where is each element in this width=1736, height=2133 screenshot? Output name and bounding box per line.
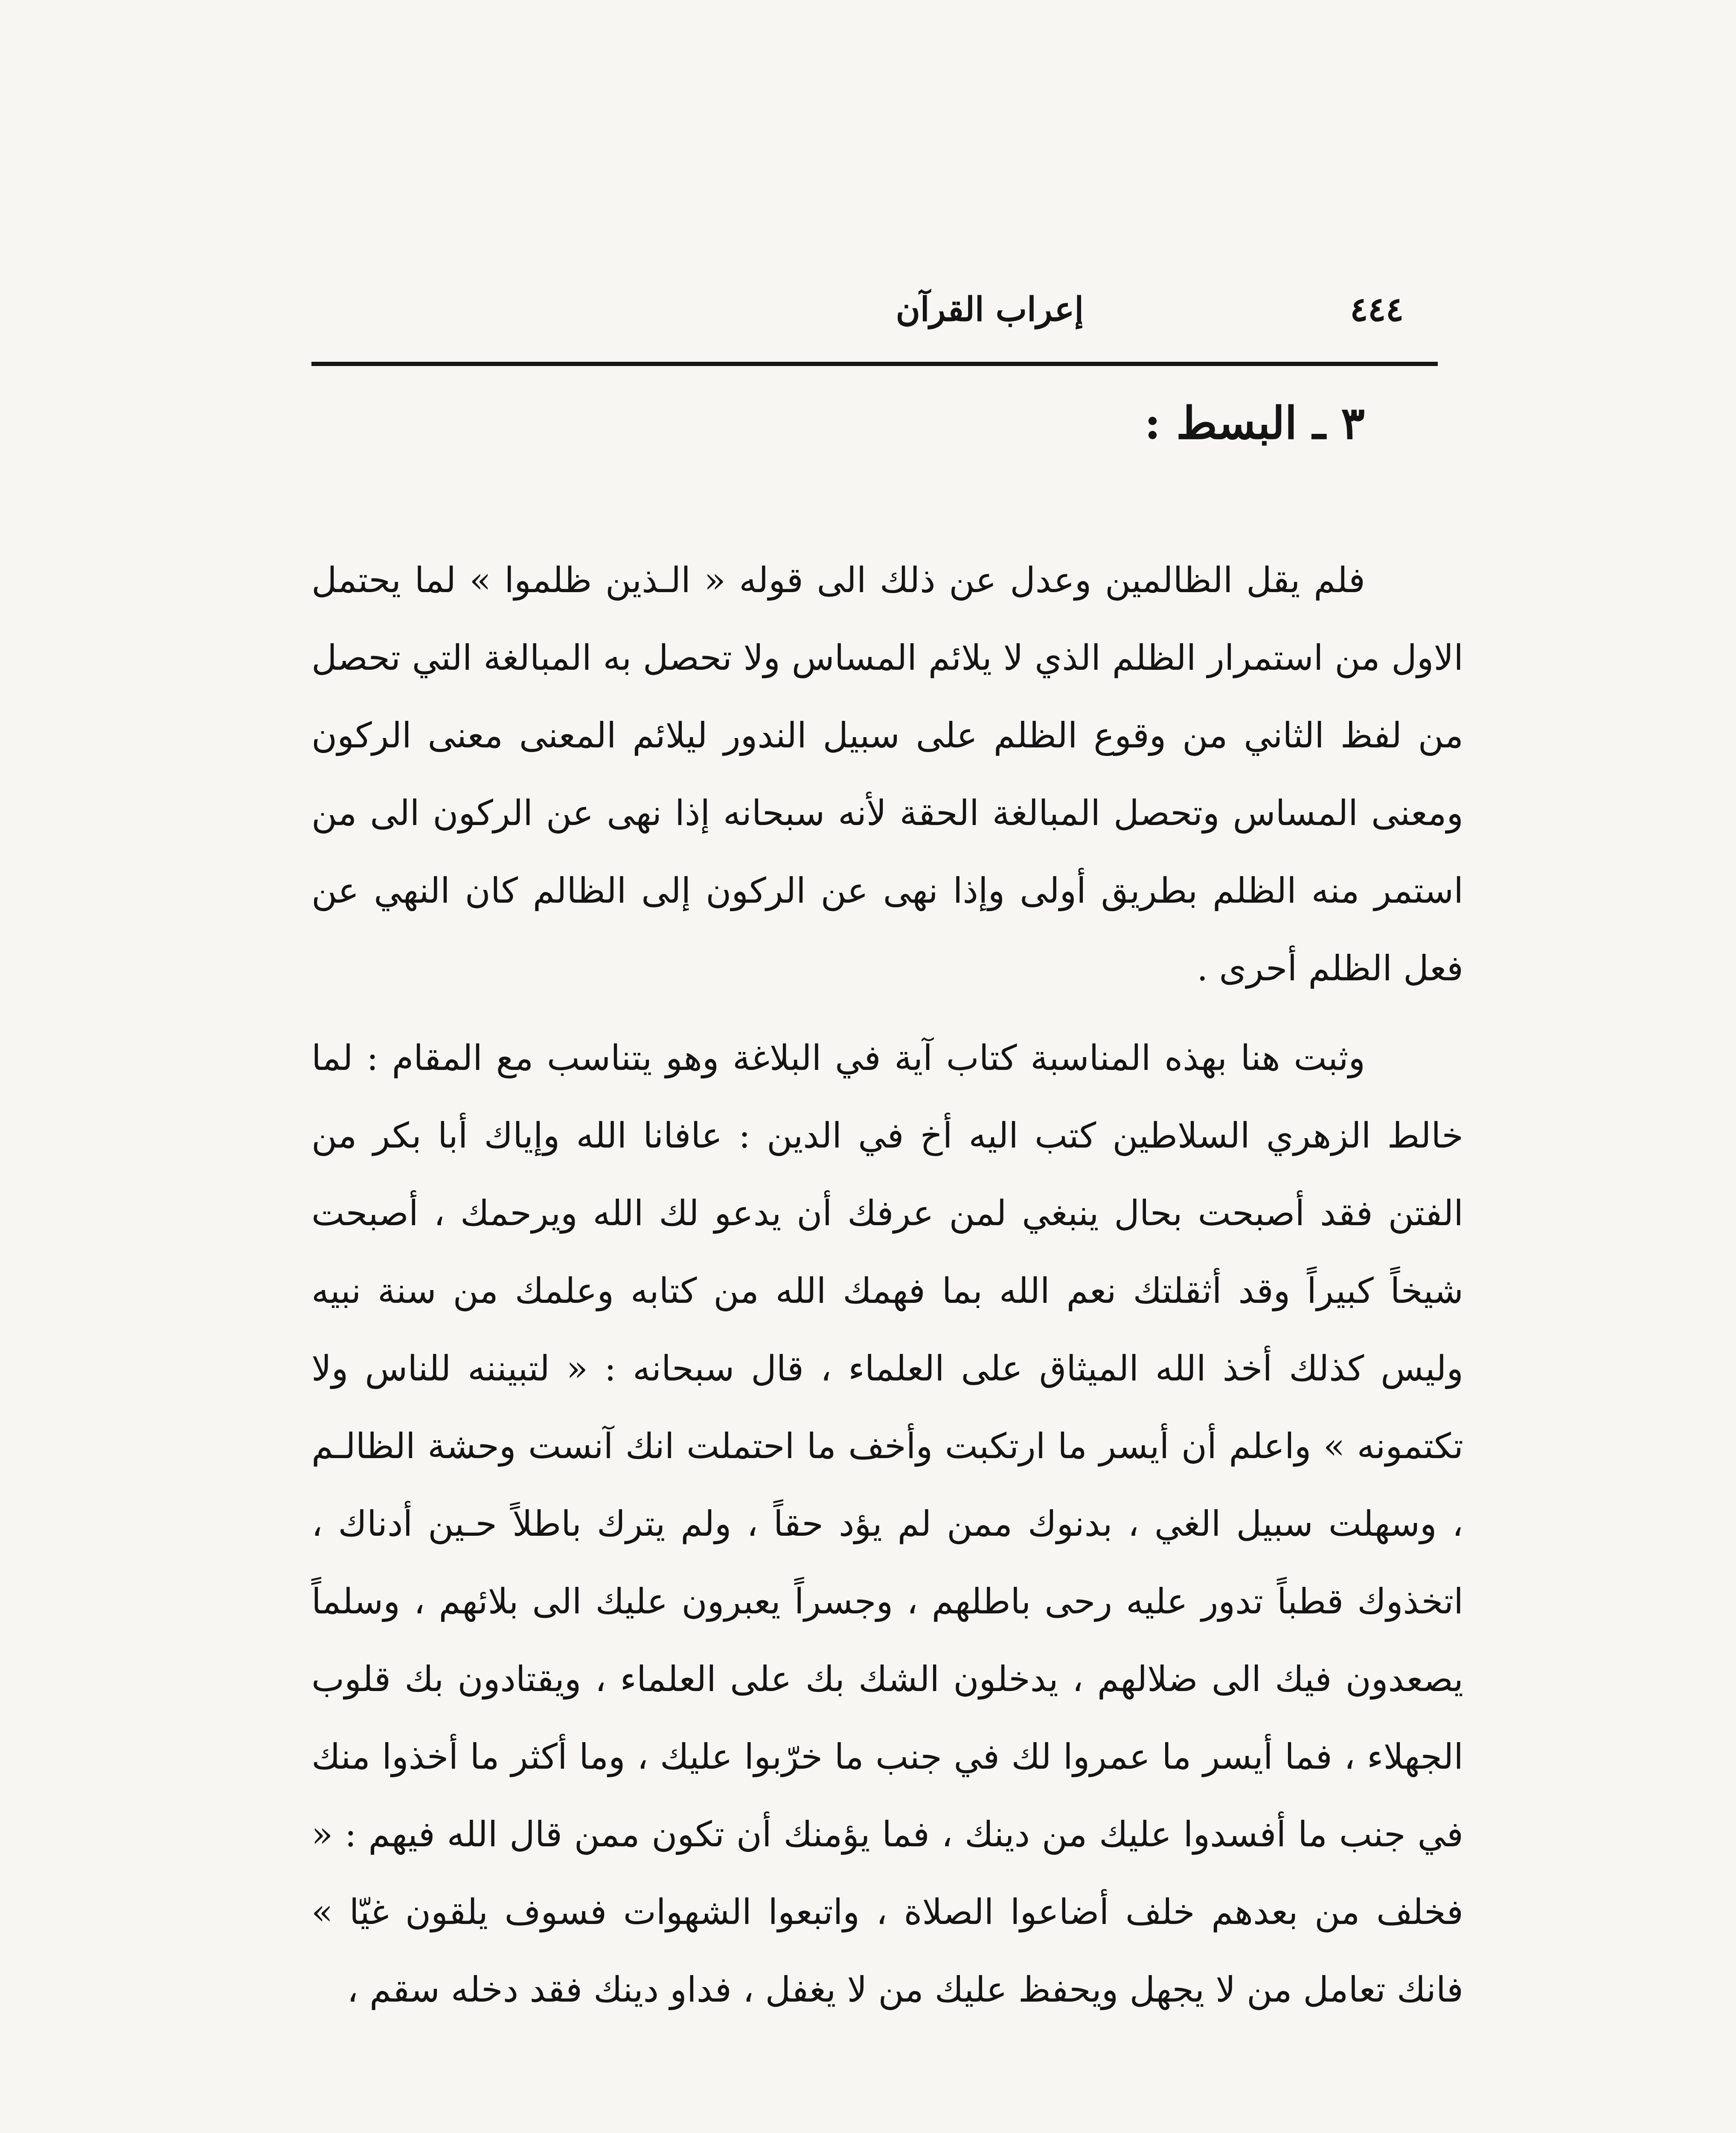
running-title: إعراب القرآن bbox=[896, 290, 1084, 329]
paragraph-2: وثبت هنا بهذه المناسبة كتاب آية في البلاغة وهو يتناسب مع المقام : لما خالط الزهري السلاطين كتب اليه أخ في الدين : عافانا الله وإياك أبا بكر من الفتن فقد أصبحت بحال ينبغي لمن عرفك أن يدعو لك الله ويرحمك ، أصبحت شيخاً كبيراً وقد أثقلتك نعم الله بما فهمك الله من كتابه وعلمك من سنة نبيه وليس كذلك أخذ الله الميثاق على العلماء ، قال سبحانه : « لتبيننه للناس ولا تكتمونه » واعلم أن أيسر ما ارتكبت وأخف ما احتملت انك آنست وحشة الظالـم ، وسهلت سبيل الغي ، بدنوك ممن لم يؤد حقاً ، ولم يترك باطلاً حـين أدناك ، اتخذوك قطباً تدور عليه رحى باطلهم ، وجسراً يعبرون عليك الى بلائهم ، وسلماً يصعدون فيك الى ضلالهم ، يدخلون الشك بك على العلماء ، ويقتادون بك قلوب الجهلاء ، فما أيسر ما عمروا لك في جنب ما خرّبوا عليك ، وما أكثر ما أخذوا منك في جنب ما أفسدوا عليك من دينك ، فما يؤمنك أن تكون ممن قال الله فيهم : « فخلف من بعدهم خلف أضاعوا الصلاة ، واتبعوا الشهوات فسوف يلقون غيّا » فانك تعامل من لا يجهل ويحفظ عليك من لا يغفل ، فداو دينك فقد دخله سقم ، bbox=[311, 1038, 1463, 2010]
page-header bbox=[311, 282, 1438, 337]
section-heading: ٣ ـ البسط : bbox=[1144, 397, 1365, 449]
paragraph-1: فلم يقل الظالمين وعدل عن ذلك الى قوله « الـذين ظلموا » لما يحتمل الاول من استمرار الظلم الذي لا يلائم المساس ولا تحصل به المبالغة التي تحصل من لفظ الثاني من وقوع الظلم على سبيل الندور ليلائم المعنى معنى الركون ومعنى المساس وتحصل المبالغة الحقة لأنه سبحانه إذا نهى عن الركون الى من استمر منه الظلم بطريق أولى وإذا نهى عن الركون إلى الظالم كان النهي عن فعل الظلم أحرى . bbox=[311, 560, 1463, 989]
page-number: ٤٤٤ bbox=[1350, 290, 1404, 329]
header-divider bbox=[311, 362, 1438, 366]
